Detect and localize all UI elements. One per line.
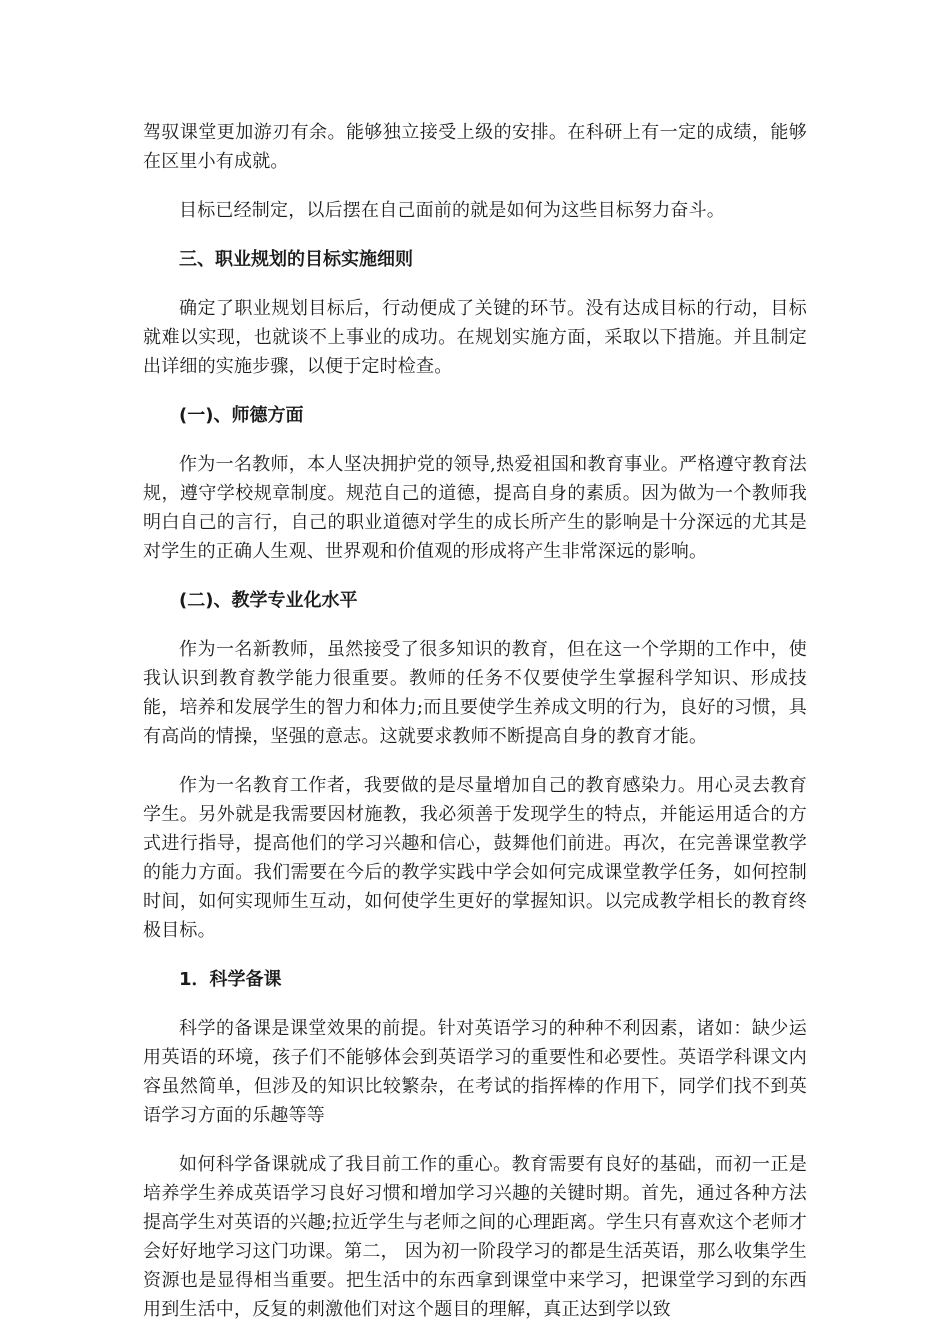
subsection-heading: (一)、师德方面 xyxy=(179,405,304,426)
paragraph: 确定了职业规划目标后，行动便成了关键的环节。没有达成目标的行动，目标就难以实现，也就谈不上事业的成功。在规划实施方面，采取以下措施。并且制定出详细的实施步骤，以便于定时检查。 xyxy=(143,298,807,377)
section-heading: 三、职业规划的目标实施细则 xyxy=(179,249,413,270)
paragraph: 驾驭课堂更加游刃有余。能够独立接受上级的安排。在科研上有一定的成绩，能够在区里小有成就。 xyxy=(143,122,807,172)
subsection-heading: (二)、教学专业化水平 xyxy=(179,590,358,611)
paragraph: 作为一名新教师，虽然接受了很多知识的教育，但在这一个学期的工作中，使我认识到教育教学能力很重要。教师的任务不仅要使学生掌握科学知识、形成技能，培养和发展学生的智力和体力;而且要使学生养成文明的行为，良好的习惯，具有高尚的情操，坚强的意志。这就要求教师不断提高自身的教育才能。 xyxy=(143,639,807,747)
paragraph: 如何科学备课就成了我目前工作的重心。教育需要有良好的基础，而初一正是培养学生养成英语学习良好习惯和增加学习兴趣的关键时期。首先，通过各种方法提高学生对英语的兴趣;拉近学生与老师之间的心理距离。学生只有喜欢这个老师才会好好地学习这门功课。第二， 因为初一阶段学习的都是生活英语，那么收集学生资源也是显得相当重要。把生活中的东西拿到课堂中来学习，把课堂学习到的东西用到生活中，反复的刺激他们对这个题目的理解，真正达到学以致 xyxy=(143,1154,807,1320)
paragraph: 目标已经制定，以后摆在自己面前的就是如何为这些目标努力奋斗。 xyxy=(179,200,725,221)
paragraph: 作为一名教师，本人坚决拥护党的领导,热爱祖国和教育事业。严格遵守教育法规，遵守学校规章制度。规范自己的道德，提高自身的素质。因为做为一个教师我明白自己的言行，自己的职业道德对学生的成长所产生的影响是十分深远的尤其是对学生的正确人生观、世界观和价值观的形成将产生非常深远的影响。 xyxy=(143,454,807,562)
document-page xyxy=(143,118,807,1344)
paragraph: 作为一名教育工作者，我要做的是尽量增加自己的教育感染力。用心灵去教育学生。另外就是我需要因材施教，我必须善于发现学生的特点，并能运用适合的方式进行指导，提高他们的学习兴趣和信心，鼓舞他们前进。再次，在完善课堂教学的能力方面。我们需要在今后的教学实践中学会如何完成课堂教学任务，如何控制时间，如何实现师生互动，如何使学生更好的掌握知识。以完成教学相长的教育终极目标。 xyxy=(143,775,807,941)
paragraph: 科学的备课是课堂效果的前提。针对英语学习的种种不利因素，诸如：缺少运用英语的环境，孩子们不能够体会到英语学习的重要性和必要性。英语学科课文内容虽然简单，但涉及的知识比较繁杂，在考试的指挥棒的作用下，同学们找不到英语学习方面的乐趣等等 xyxy=(143,1018,807,1126)
item-heading: 1．科学备课 xyxy=(179,969,282,990)
